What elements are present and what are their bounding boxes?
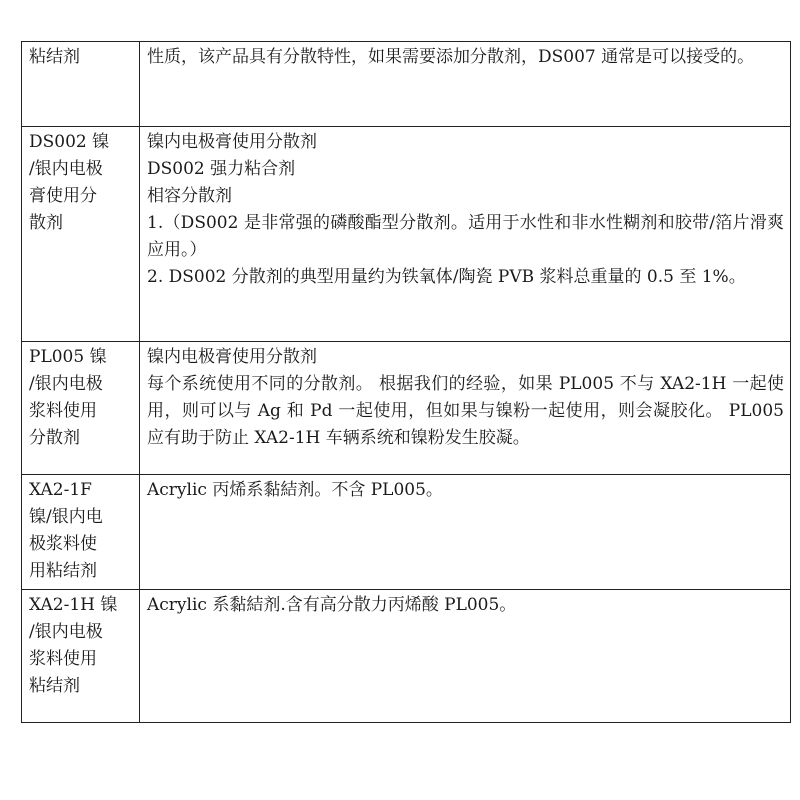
- description-cell: [140, 342, 791, 475]
- product-name-line: 极浆料使: [29, 534, 97, 554]
- product-name-line: PL005 镍: [29, 347, 107, 367]
- table-row: [22, 127, 791, 342]
- product-name-line: DS002 镍: [29, 132, 110, 152]
- description-line: DS002 强力粘合剂: [147, 159, 296, 179]
- description-line: 性质，该产品具有分散特性，如果需要添加分散剂，DS007 通常是可以接受的。: [147, 47, 755, 67]
- description-line: 镍内电极膏使用分散剂: [147, 132, 317, 152]
- product-name-cell: [22, 590, 140, 723]
- product-name-cell: [22, 127, 140, 342]
- product-name-cell: [22, 475, 140, 590]
- description-line: 2. DS002 分散剂的典型用量约为铁氧体/陶瓷 PVB 浆料总重量的 0.5 至 1%。: [147, 267, 746, 287]
- table-row: [22, 590, 791, 723]
- product-name-line: /银内电极: [29, 622, 103, 642]
- table-row: [22, 475, 791, 590]
- description-line: 相容分散剂: [147, 186, 232, 206]
- description-cell: [140, 42, 791, 127]
- product-name-line: 分散剂: [29, 428, 80, 448]
- description-line: 1.（DS002 是非常强的磷酸酯型分散剂。适用于水性和非水性糊剂和胶带/箔片滑爽应用。）: [147, 213, 784, 260]
- product-name-line: 用粘结剂: [29, 561, 97, 581]
- product-name-cell: [22, 342, 140, 475]
- product-name-cell: [22, 42, 140, 127]
- product-name-line: 膏使用分: [29, 186, 97, 206]
- description-cell: [140, 127, 791, 342]
- product-name-line: 散剂: [29, 213, 63, 233]
- product-name-line: XA2-1H 镍: [29, 595, 118, 615]
- product-name-line: 粘结剂: [29, 676, 80, 696]
- document-table: [21, 41, 791, 723]
- product-name-line: 粘结剂: [29, 47, 80, 67]
- product-name-line: /银内电极: [29, 374, 103, 394]
- product-name-line: XA2-1F: [29, 480, 92, 500]
- table-row: [22, 42, 791, 127]
- product-name-line: 镍/银内电: [29, 507, 103, 527]
- product-name-line: 浆料使用: [29, 649, 97, 669]
- description-line: Acrylic 丙烯系黏結剂。不含 PL005。: [147, 480, 443, 500]
- product-name-line: 浆料使用: [29, 401, 97, 421]
- product-name-line: /银内电极: [29, 159, 103, 179]
- table-row: [22, 342, 791, 475]
- description-line: 每个系统使用不同的分散剂。 根据我们的经验，如果 PL005 不与 XA2-1H 一起使用，则可以与 Ag 和 Pd 一起使用，但如果与镍粉一起使用，则会凝胶化。 PL005 应有助于防止 XA2-1H 车辆系统和镍粉发生胶凝。: [147, 374, 784, 448]
- description-cell: [140, 590, 791, 723]
- description-cell: [140, 475, 791, 590]
- description-line: Acrylic 系黏結剂.含有高分散力丙烯酸 PL005。: [147, 595, 517, 615]
- description-line: 镍内电极膏使用分散剂: [147, 347, 317, 367]
